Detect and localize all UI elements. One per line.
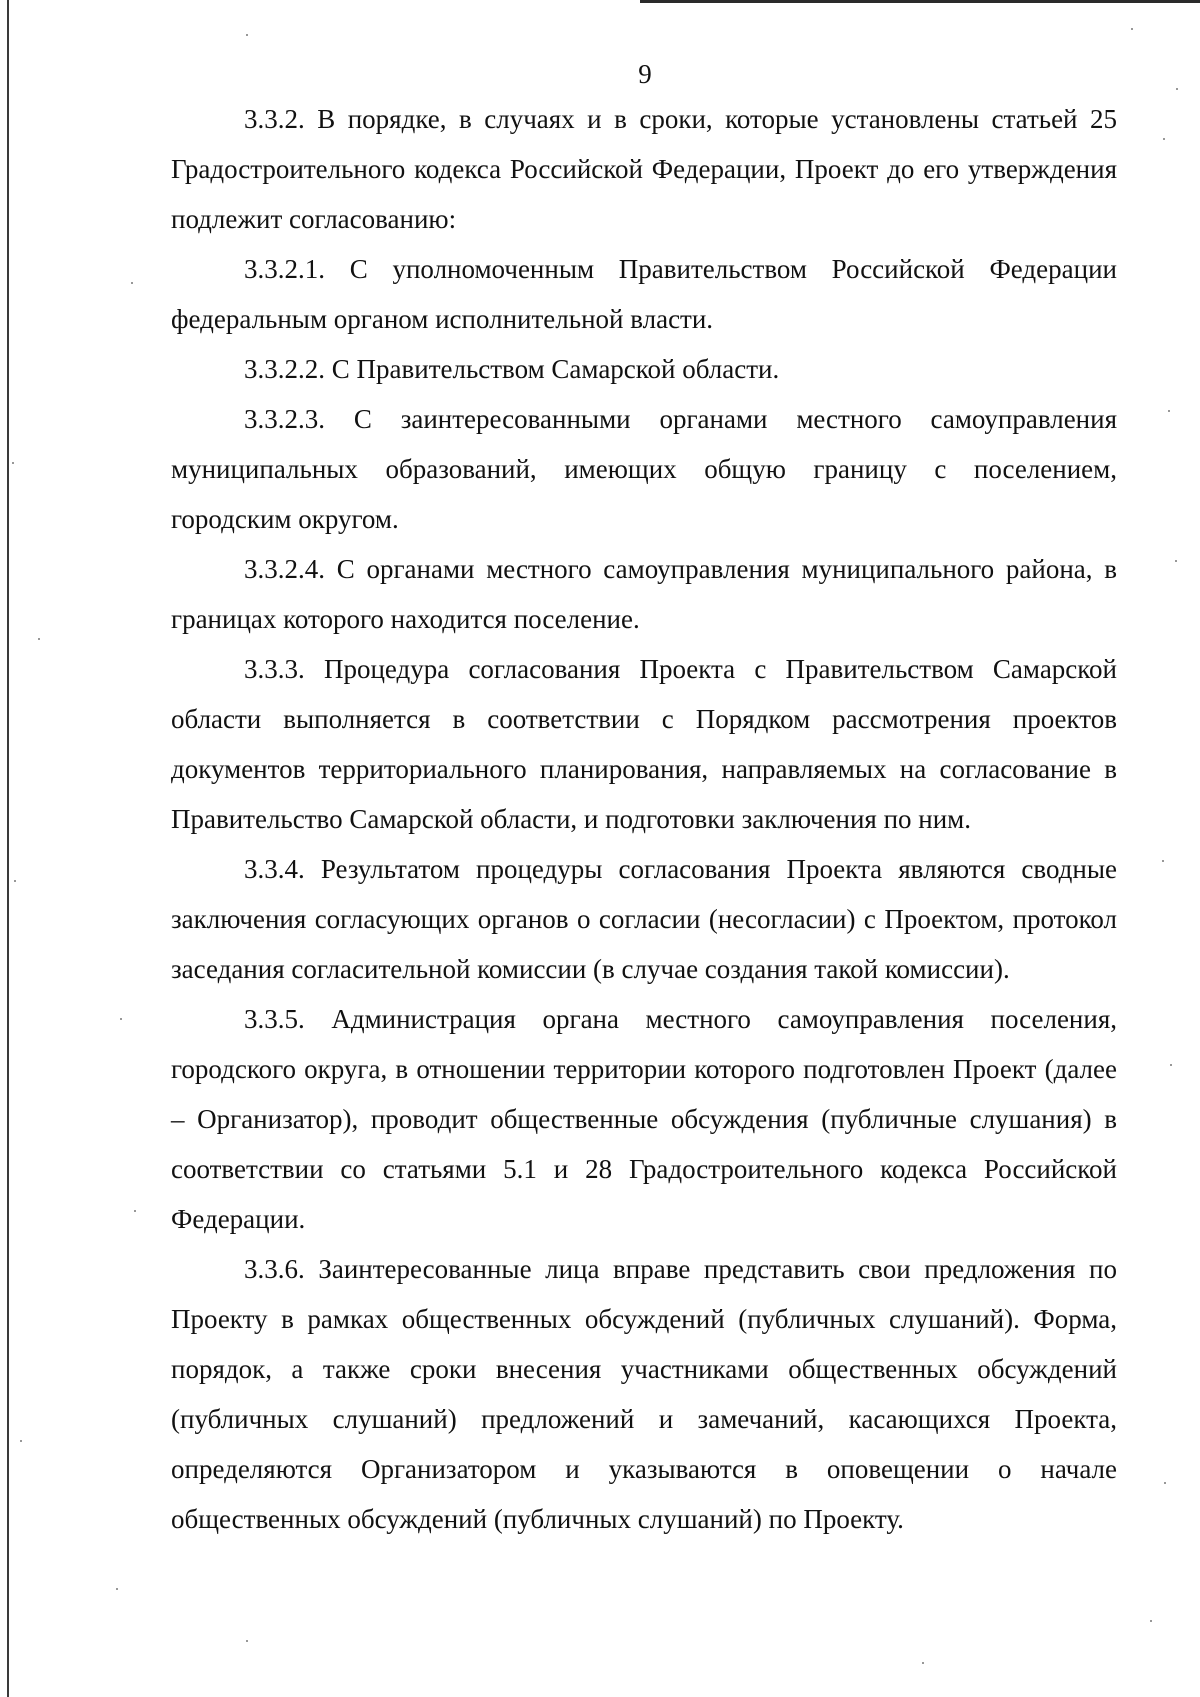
scan-speck bbox=[1150, 1620, 1152, 1622]
paragraph-3-3-6: 3.3.6. Заинтересованные лица вправе представить свои предложения по Проекту в рамках общественных обсуждений (публичных слушаний). Форма, порядок, а также сроки внесения участниками общественных обсуждений (публичных слушаний) предложений и замечаний, касающихся Проекта, определяются Организатором и указываются в оповещении о начале общественных обсуждений (публичных слушаний) по Проекту. bbox=[171, 1254, 1117, 1534]
scan-speck bbox=[922, 1662, 924, 1664]
scan-speck bbox=[14, 880, 16, 882]
paragraph-3-3-3: 3.3.3. Процедура согласования Проекта с Правительством Самарской области выполняется в соответствии с Порядком рассмотрения проектов документов территориального планирования, направляемых на согласование в Правительство Самарской области, и подготовки заключения по ним. bbox=[171, 654, 1117, 834]
paragraph-3-3-2: 3.3.2. В порядке, в случаях и в сроки, которые установлены статьей 25 Градостроительного кодекса Российской Федерации, Проект до его утверждения подлежит согласованию: bbox=[171, 104, 1117, 234]
paragraph-3-3-2-4: 3.3.2.4. С органами местного самоуправления муниципального района, в границах которого находится поселение. bbox=[171, 554, 1117, 634]
scan-speck bbox=[246, 34, 248, 36]
paragraph-3-3-4: 3.3.4. Результатом процедуры согласования Проекта являются сводные заключения согласующих органов о согласии (несогласии) с Проектом, протокол заседания согласительной комиссии (в случае создания такой комиссии). bbox=[171, 854, 1117, 984]
scan-speck bbox=[1170, 1064, 1172, 1066]
scan-speck bbox=[1164, 1482, 1166, 1484]
scan-speck bbox=[1168, 410, 1170, 412]
scan-speck bbox=[1175, 560, 1177, 562]
scan-speck bbox=[1176, 88, 1178, 90]
scan-speck bbox=[116, 1588, 118, 1590]
scan-speck bbox=[131, 282, 133, 284]
scan-speck bbox=[120, 1018, 122, 1020]
paragraph-3-3-2-3: 3.3.2.3. С заинтересованными органами местного самоуправления муниципальных образований, имеющих общую границу с поселением, городским округом. bbox=[171, 404, 1117, 534]
scan-left-edge bbox=[7, 0, 9, 1697]
scan-speck bbox=[38, 638, 40, 640]
scan-speck bbox=[134, 1210, 136, 1212]
paragraph-3-3-2-1: 3.3.2.1. С уполномоченным Правительством Российской Федерации федеральным органом исполнительной власти. bbox=[171, 254, 1117, 334]
scan-top-edge bbox=[640, 0, 1200, 3]
scan-speck bbox=[246, 1640, 248, 1642]
page-number: 9 bbox=[638, 59, 652, 89]
paragraph-3-3-5: 3.3.5. Администрация органа местного самоуправления поселения, городского округа, в отношении территории которого подготовлен Проект (далее – Организатор), проводит общественные обсуждения (публичные слушания) в соответствии со статьями 5.1 и 28 Градостроительного кодекса Российской Федерации. bbox=[171, 1004, 1117, 1234]
scan-speck bbox=[20, 1440, 22, 1442]
scan-speck bbox=[12, 462, 14, 464]
document-body bbox=[171, 94, 1117, 1544]
scan-speck bbox=[1162, 860, 1164, 862]
paragraph-3-3-2-2: 3.3.2.2. С Правительством Самарской области. bbox=[244, 354, 780, 384]
scan-speck bbox=[1163, 138, 1165, 140]
scan-speck bbox=[1131, 28, 1133, 30]
